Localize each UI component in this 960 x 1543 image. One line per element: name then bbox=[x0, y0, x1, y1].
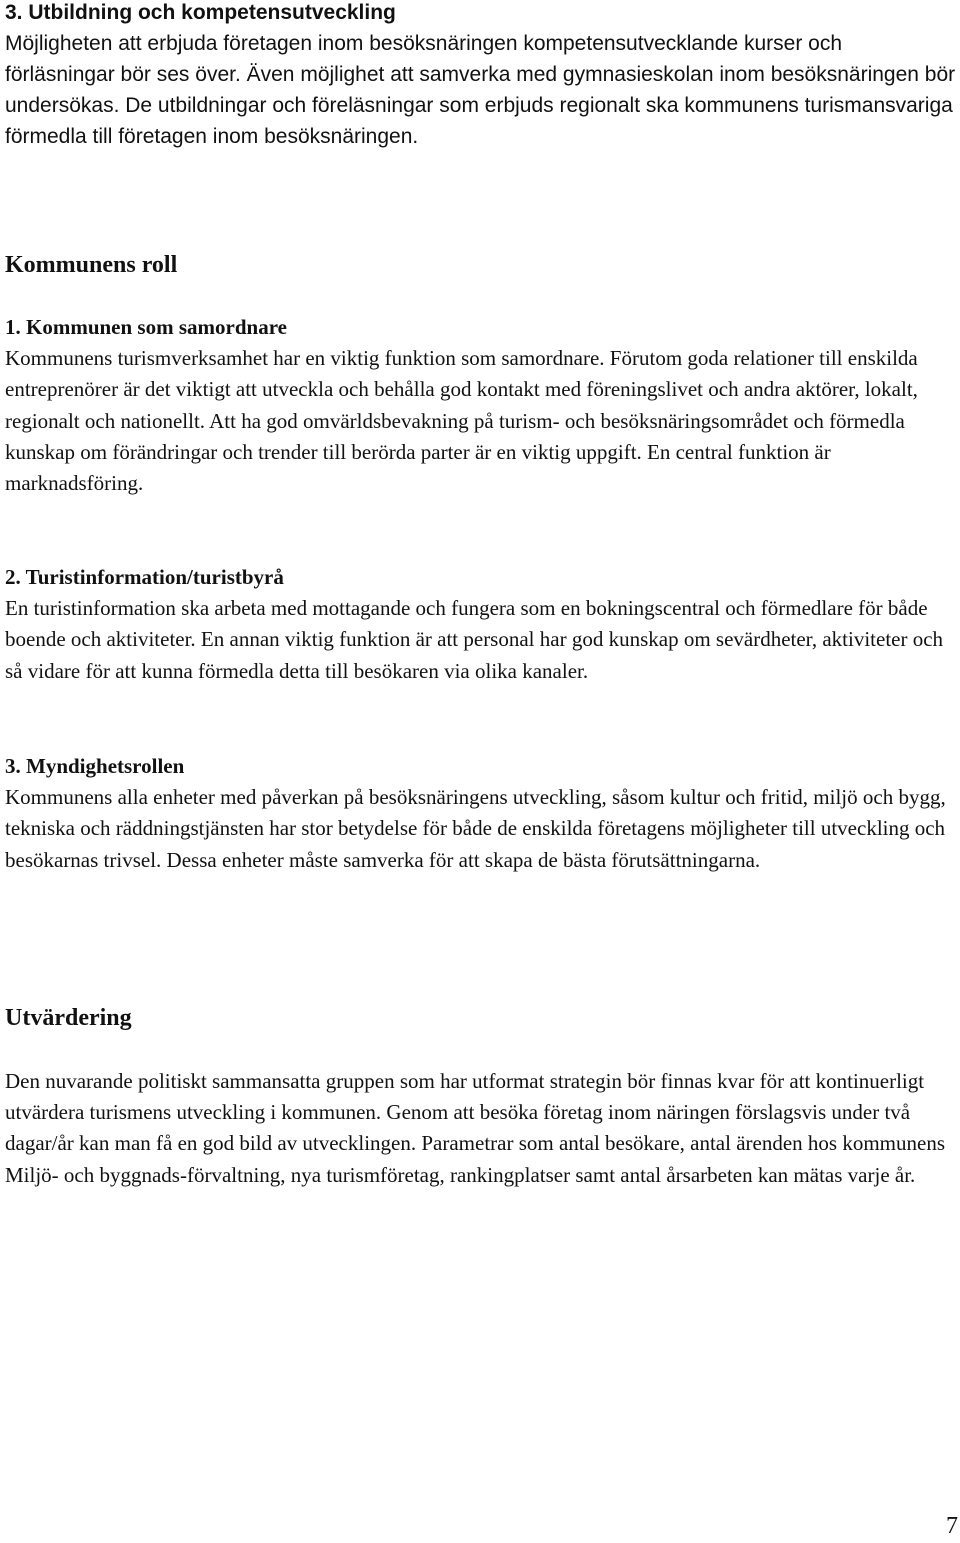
roll-item-title: 3. Myndighetsrollen bbox=[5, 754, 185, 778]
roll-item-samordnare bbox=[5, 312, 957, 499]
section-utbildning bbox=[5, 0, 957, 152]
roll-item-title: 2. Turistinformation/turistbyrå bbox=[5, 565, 284, 589]
roll-item-myndighetsrollen bbox=[5, 751, 957, 876]
roll-item-turistinformation bbox=[5, 562, 957, 687]
kommunens-roll-heading: Kommunens roll bbox=[5, 252, 178, 278]
roll-item-title: 1. Kommunen som samordnare bbox=[5, 315, 287, 339]
section-utbildning-text: Möjligheten att erbjuda företagen inom besöksnäringen kompetensutvecklande kurser och förläsningar bör ses över. Även möjlighet att samverka med gymnasieskolan inom besöksnäringen bör undersökas. De utbildningar och föreläsningar som erbjuds regionalt ska kommunens turismansvariga förmedla till företagen inom besöksnäringen. bbox=[5, 32, 956, 148]
roll-item-text: En turistinformation ska arbeta med mottagande och fungera som en bokningscentral och förmedlare för både boende och aktiviteter. En annan viktig funktion är att personal har god kunskap om sevärdheter, aktiviteter och så vidare för att kunna förmedla detta till besökaren via olika kanaler. bbox=[5, 596, 944, 683]
roll-item-text: Kommunens turismverksamhet har en viktig funktion som samordnare. Förutom goda relationer till enskilda entreprenörer är det viktigt att utveckla och behålla god kontakt med föreningslivet och andra aktörer, lokalt, regionalt och nationellt. Att ha god omvärldsbevakning på turism- och besöksnäringsområdet och förmedla kunskap om förändringar och trender till berörda parter är en viktig uppgift. En central funktion är marknadsföring. bbox=[5, 346, 918, 496]
section-utbildning-title: 3. Utbildning och kompetensutveckling bbox=[5, 1, 396, 24]
roll-item-text: Kommunens alla enheter med påverkan på besöksnäringens utveckling, såsom kultur och fritid, miljö och bygg, tekniska och räddningstjänsten har stor betydelse för både de enskilda företagens möjligheter till utveckling och besökarnas trivsel. Dessa enheter måste samverka för att skapa de bästa förutsättningarna. bbox=[5, 785, 946, 872]
page-number: 7 bbox=[946, 1513, 958, 1539]
utvardering-heading: Utvärdering bbox=[5, 1005, 132, 1031]
utvardering-text: Den nuvarande politiskt sammansatta gruppen som har utformat strategin bör finnas kvar för att kontinuerligt utvärdera turismens utveckling i kommunen. Genom att besöka företag inom näringen förslagsvis under två dagar/år kan man få en god bild av utvecklingen. Parametrar som antal besökare, antal ärenden hos kommunens Miljö- och byggnads-förvaltning, nya turismföretag, rankingplatser samt antal årsarbeten kan mätas varje år. bbox=[5, 1069, 946, 1187]
